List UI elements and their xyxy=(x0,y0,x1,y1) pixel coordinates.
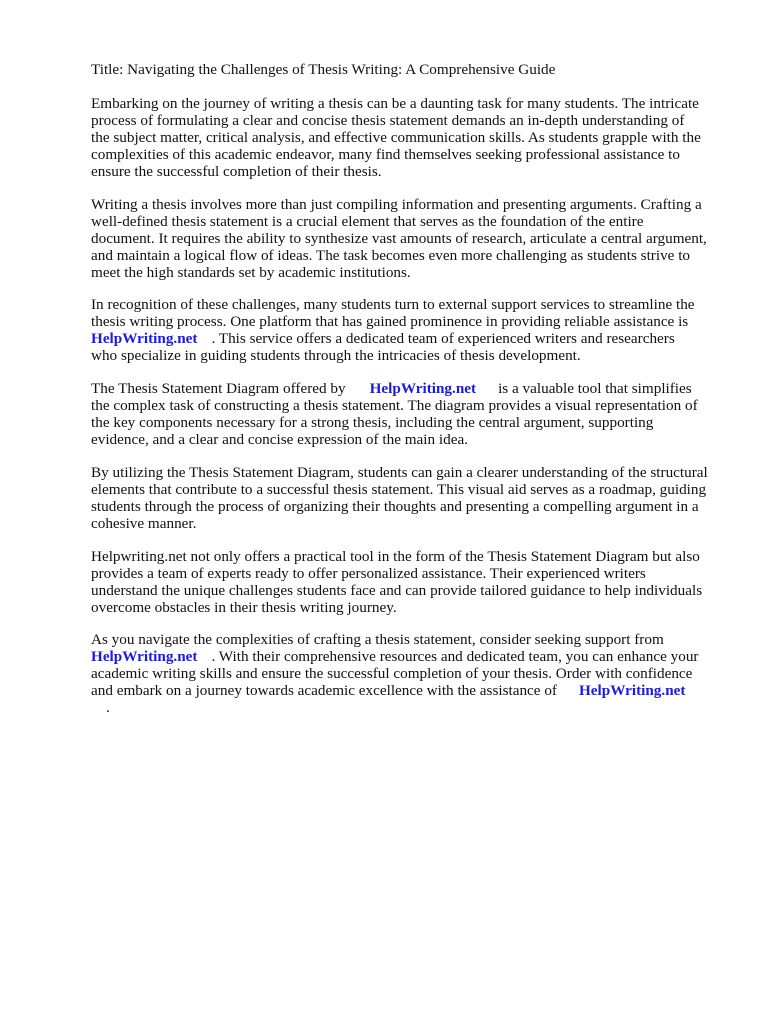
paragraph-5-line-2: elements that contribute to a successful thesis statement. This visual aid serves as a roadmap, guiding xyxy=(91,481,707,498)
paragraph-6-line-1: Helpwriting.net not only offers a practical tool in the form of the Thesis Statement Diagram but also xyxy=(91,548,700,565)
paragraph-7-line-4-before: and embark on a journey towards academic excellence with the assistance of xyxy=(91,682,557,699)
paragraph-1-line-3: the subject matter, critical analysis, and effective communication skills. As students grapple with the xyxy=(91,129,701,146)
helpwriting-link[interactable]: HelpWriting.net xyxy=(91,330,198,347)
paragraph-1-line-2: process of formulating a clear and concise thesis statement demands an in-depth understanding of xyxy=(91,112,685,129)
paragraph-4-line-4: evidence, and a clear and concise expression of the main idea. xyxy=(91,431,468,448)
paragraph-3-line-3 xyxy=(91,330,675,348)
paragraph-7-line-2 xyxy=(91,648,699,666)
helpwriting-link[interactable]: HelpWriting.net xyxy=(578,682,686,699)
helpwriting-link[interactable]: HelpWriting.net xyxy=(91,648,198,665)
paragraph-5-line-3: students through the process of organizing their thoughts and presenting a compelling argument in a xyxy=(91,498,699,515)
paragraph-2-line-1: Writing a thesis involves more than just compiling information and presenting arguments. Crafting a xyxy=(91,196,702,213)
paragraph-1-line-1: Embarking on the journey of writing a thesis can be a daunting task for many students. The intricate xyxy=(91,95,699,112)
paragraph-3-line-4: who specialize in guiding students through the intricacies of thesis development. xyxy=(91,347,581,364)
paragraph-3-line-2: thesis writing process. One platform that has gained prominence in providing reliable assistance is xyxy=(91,313,689,330)
paragraph-6-line-4: overcome obstacles in their thesis writing journey. xyxy=(91,599,397,616)
paragraph-2-line-3: document. It requires the ability to synthesize vast amounts of research, articulate a central argument, xyxy=(91,230,707,247)
paragraph-3-line-3-text: . This service offers a dedicated team of experienced writers and researchers xyxy=(211,330,675,347)
paragraph-7-line-3: academic writing skills and ensure the successful completion of your thesis. Order with confidence xyxy=(91,665,693,682)
paragraph-4-line-1-after: is a valuable tool that simplifies xyxy=(498,380,692,397)
paragraph-7-line-1: As you navigate the complexities of crafting a thesis statement, consider seeking support from xyxy=(91,631,664,648)
paragraph-2-line-5: meet the high standards set by academic institutions. xyxy=(91,264,411,281)
paragraph-3-line-1: In recognition of these challenges, many students turn to external support services to streamline the xyxy=(91,296,695,313)
paragraph-7-line-2-text: . With their comprehensive resources and dedicated team, you can enhance your xyxy=(211,648,699,665)
paragraph-4-line-3: the key components necessary for a strong thesis, including the central argument, supporting xyxy=(91,414,654,431)
paragraph-7-line-4 xyxy=(91,682,685,700)
paragraph-2-line-2: well-defined thesis statement is a crucial element that serves as the foundation of the entire xyxy=(91,213,644,230)
paragraph-1-line-4: complexities of this academic endeavor, many find themselves seeking professional assistance to xyxy=(91,146,680,163)
paragraph-4-line-1-before: The Thesis Statement Diagram offered by xyxy=(91,380,346,397)
paragraph-2-line-4: and maintain a logical flow of ideas. The task becomes even more challenging as students strive to xyxy=(91,247,691,264)
paragraph-6-line-3: understand the unique challenges students face and can provide tailored guidance to help individuals xyxy=(91,582,703,599)
paragraph-1-line-5: ensure the successful completion of their thesis. xyxy=(91,163,382,180)
document-title: Title: Navigating the Challenges of Thesis Writing: A Comprehensive Guide xyxy=(91,61,556,78)
paragraph-4-line-1 xyxy=(91,380,692,398)
paragraph-6-line-2: provides a team of experts ready to offer personalized assistance. Their experienced writers xyxy=(91,565,646,582)
paragraph-7-line-5: . xyxy=(106,699,110,716)
paragraph-5-line-1: By utilizing the Thesis Statement Diagram, students can gain a clearer understanding of the structural xyxy=(91,464,708,481)
paragraph-5-line-4: cohesive manner. xyxy=(91,515,197,532)
paragraph-4-line-2: the complex task of constructing a thesis statement. The diagram provides a visual representation of xyxy=(91,397,698,414)
helpwriting-link[interactable]: HelpWriting.net xyxy=(369,380,477,397)
